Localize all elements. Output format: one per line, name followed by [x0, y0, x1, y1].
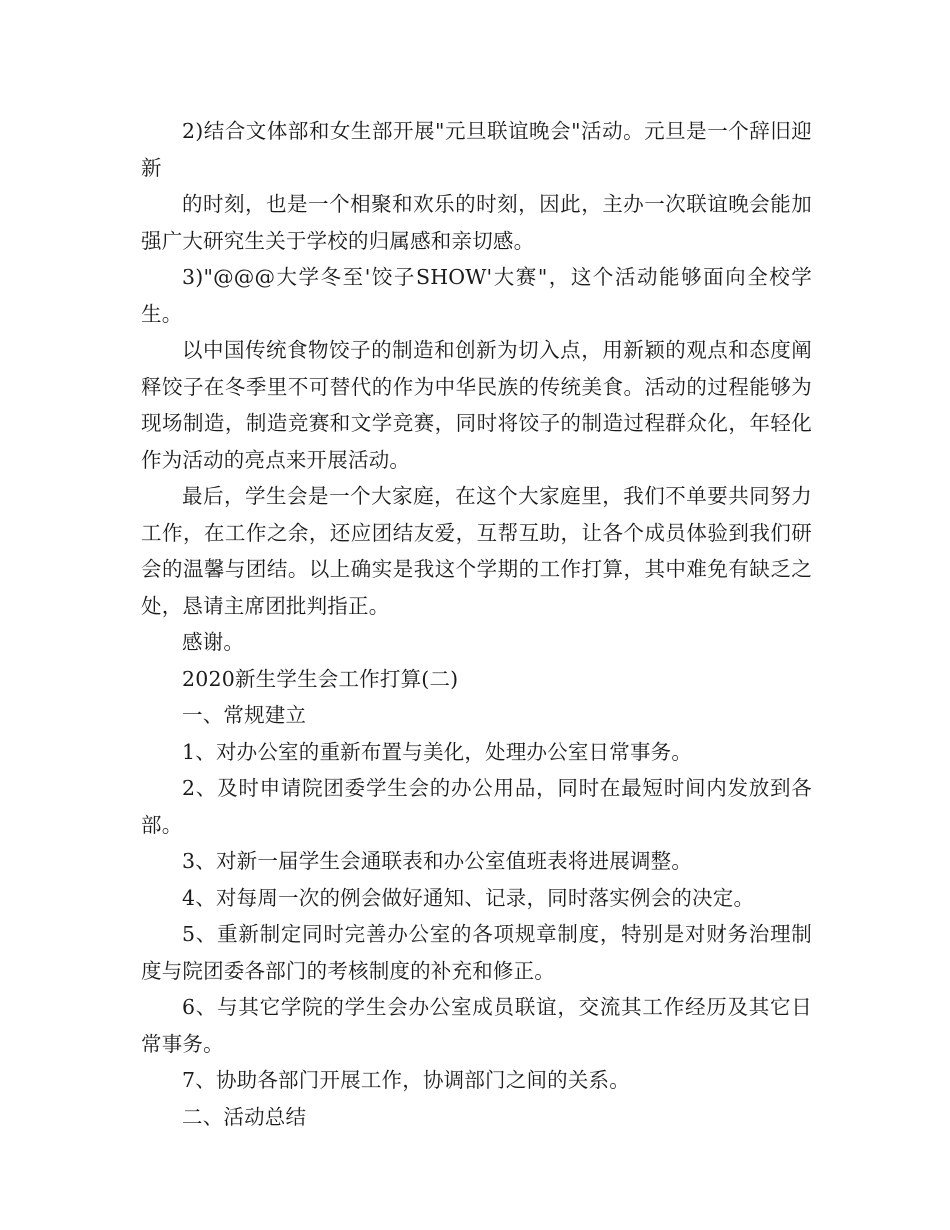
list-item: 1、对办公室的重新布置与美化，处理办公室日常事务。	[182, 739, 693, 764]
paragraph-thanks: 感谢。	[182, 630, 245, 654]
heading-activity-summary: 二、活动总结	[182, 1104, 307, 1129]
paragraph-dumpling-contest: 3)"@@@大学冬至'饺子SHOW'大赛"，这个活动能够面向全校学生。	[141, 265, 812, 326]
document-body	[141, 113, 812, 1135]
list-item: 5、重新制定同时完善办公室的各项规章制度，特别是对财务治理制度与院团委各部门的考核制度的补充和修正。	[141, 922, 812, 983]
list-item: 6、与其它学院的学生会办公室成员联谊，交流其工作经历及其它日常事务。	[141, 995, 812, 1056]
paragraph-conclusion: 最后，学生会是一个大家庭，在这个大家庭里，我们不单要共同努力工作，在工作之余，还应团结友爱，互帮互助，让各个成员体验到我们研会的温馨与团结。以上确实是我这个学期的工作打算，其中难免有缺乏之处，恳请主席团批判指正。	[141, 484, 812, 618]
list-item: 7、协助各部门开展工作，协调部门之间的关系。	[182, 1068, 630, 1092]
list-item: 3、对新一届学生会通联表和办公室值班表将进展调整。	[182, 849, 693, 873]
paragraph-gala-purpose: 的时刻，也是一个相聚和欢乐的时刻，因此，主办一次联谊晚会能加强广大研究生关于学校的归属感和亲切感。	[141, 192, 812, 253]
list-item: 4、对每周一次的例会做好通知、记录，同时落实例会的决定。	[182, 885, 755, 910]
heading-routine: 一、常规建立	[182, 703, 307, 727]
list-item: 2、及时申请院团委学生会的办公用品，同时在最短时间内发放到各部。	[141, 776, 812, 837]
section-title: 2020新生学生会工作打算(二)	[182, 666, 459, 691]
paragraph-dumpling-description: 以中国传统食物饺子的制造和创新为切入点，用新颖的观点和态度阐释饺子在冬季里不可替代的作为中华民族的传统美食。活动的过程能够为现场制造，制造竞赛和文学竞赛，同时将饺子的制造过程群众化，年轻化作为活动的亮点来开展活动。	[141, 338, 812, 472]
paragraph-new-year-gala: 2)结合文体部和女生部开展"元旦联谊晚会"活动。元旦是一个辞旧迎新	[141, 119, 812, 180]
